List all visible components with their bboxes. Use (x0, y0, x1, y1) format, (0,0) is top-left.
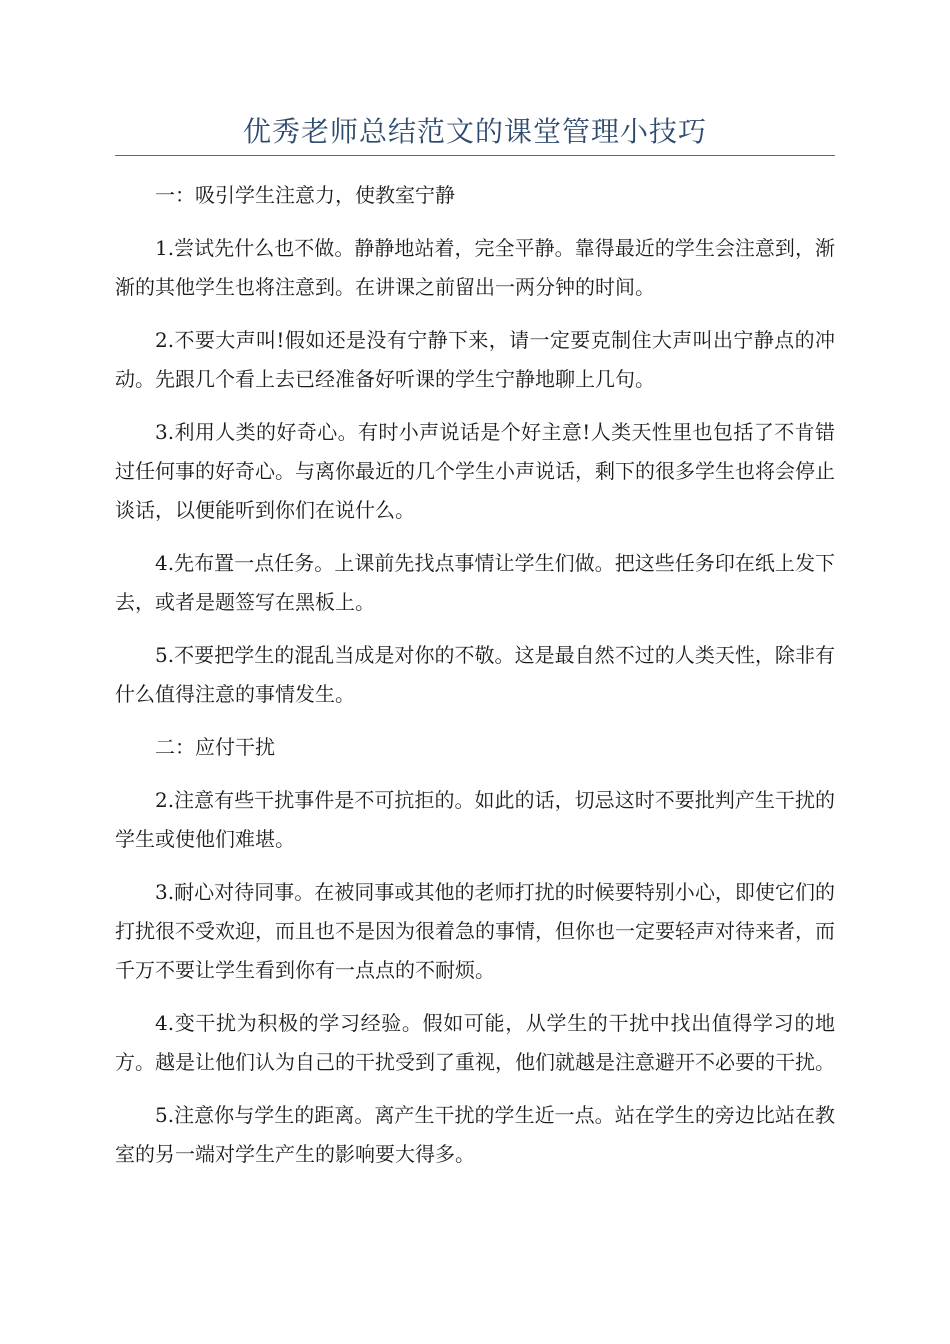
section-heading-1: 一：吸引学生注意力，使教室宁静 (155, 183, 455, 207)
paragraph: 5.注意你与学生的距离。离产生干扰的学生近一点。站在学生的旁边比站在教室的另一端对学生产生的影响要大得多。 (115, 1103, 835, 1166)
paragraph: 4.变干扰为积极的学习经验。假如可能，从学生的干扰中找出值得学习的地方。越是让他们认为自己的干扰受到了重视，他们就越是注意避开不必要的干扰。 (115, 1011, 835, 1074)
paragraph: 3.利用人类的好奇心。有时小声说话是个好主意!人类天性里也包括了不肯错过任何事的好奇心。与离你最近的几个学生小声说话，剩下的很多学生也将会停止谈话，以便能听到你们在说什么。 (115, 420, 835, 522)
paragraph: 3.耐心对待同事。在被同事或其他的老师打扰的时候要特别小心，即使它们的打扰很不受欢迎，而且也不是因为很着急的事情，但你也一定要轻声对待来者，而千万不要让学生看到你有一点点的不耐烦。 (115, 880, 835, 982)
document-title: 优秀老师总结范文的课堂管理小技巧 (242, 115, 707, 148)
paragraph: 2.注意有些干扰事件是不可抗拒的。如此的话，切忌这时不要批判产生干扰的学生或使他们难堪。 (115, 788, 835, 851)
paragraph: 2.不要大声叫!假如还是没有宁静下来，请一定要克制住大声叫出宁静点的冲动。先跟几个看上去已经准备好听课的学生宁静地聊上几句。 (115, 328, 835, 391)
paragraph: 5.不要把学生的混乱当成是对你的不敬。这是最自然不过的人类天性，除非有什么值得注意的事情发生。 (115, 643, 835, 706)
paragraph: 1.尝试先什么也不做。静静地站着，完全平静。靠得最近的学生会注意到，渐渐的其他学生也将注意到。在讲课之前留出一两分钟的时间。 (115, 236, 835, 299)
title-underline (115, 155, 835, 156)
section-heading-2: 二：应付干扰 (155, 735, 275, 759)
paragraph: 4.先布置一点任务。上课前先找点事情让学生们做。把这些任务印在纸上发下去，或者是题签写在黑板上。 (115, 551, 835, 614)
document-body (115, 176, 835, 1188)
